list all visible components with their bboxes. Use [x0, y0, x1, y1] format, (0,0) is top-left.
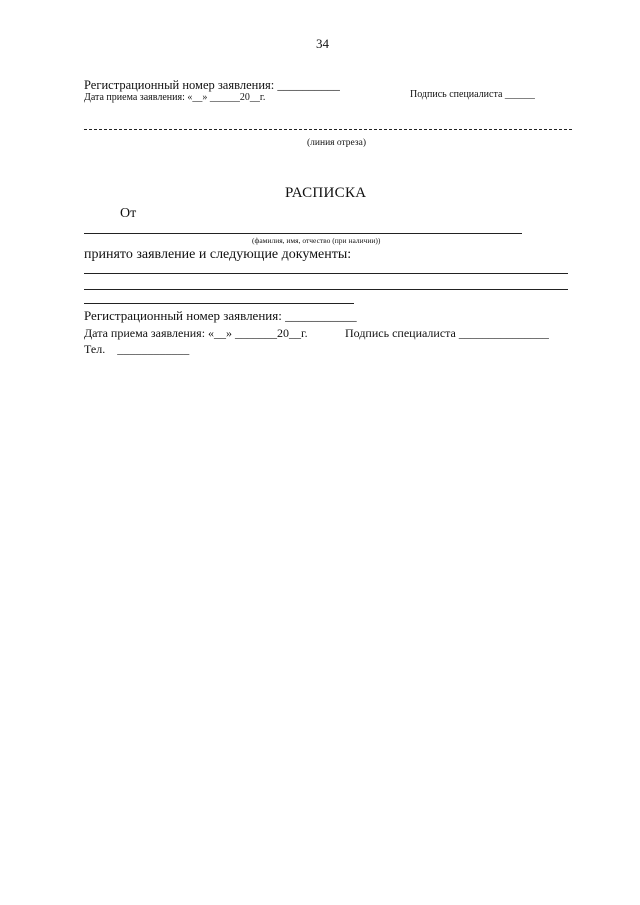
documents-fill-line	[84, 273, 568, 274]
name-caption: (фамилия, имя, отчество (при наличии))	[252, 236, 381, 245]
receipt-title: РАСПИСКА	[285, 185, 367, 201]
receipt-date-line: Дата приема заявления: «__» _______20__г.	[84, 326, 308, 340]
cut-line	[84, 129, 572, 130]
registration-number-line: Регистрационный номер заявления: __________	[84, 78, 340, 92]
receipt-registration-number-line: Регистрационный номер заявления: ___________	[84, 308, 357, 323]
documents-fill-line	[84, 289, 568, 290]
receipt-signature-line: Подпись специалиста _______________	[345, 326, 549, 340]
cut-line-label: (линия отреза)	[307, 138, 367, 148]
application-date-line: Дата приема заявления: «__» ______20__г.	[84, 92, 266, 103]
accepted-documents-text: принято заявление и следующие документы:	[84, 247, 352, 262]
from-label: От	[120, 206, 137, 221]
page-number: 34	[316, 36, 329, 51]
name-fill-line	[84, 233, 522, 234]
specialist-signature-line: Подпись специалиста ______	[410, 89, 535, 100]
phone-line: Тел. ____________	[84, 342, 190, 356]
documents-fill-line	[84, 303, 354, 304]
